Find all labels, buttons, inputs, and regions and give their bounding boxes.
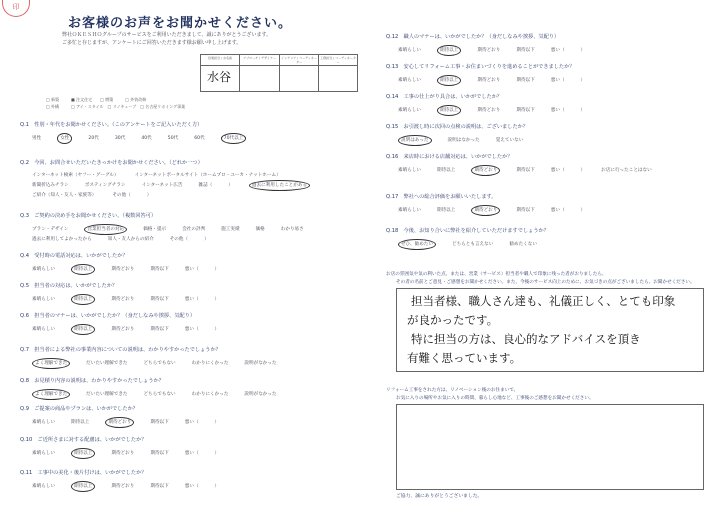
option-left-6-4[interactable]: 説明がなかった	[244, 361, 277, 366]
options-right-5	[398, 205, 698, 216]
option-right-3-0[interactable]: 説明はあった	[398, 135, 432, 146]
option-left-3-3[interactable]: 期待以下	[150, 267, 169, 272]
option-left-8-4[interactable]: 悪い（	[184, 420, 199, 425]
question-left-7: Q.8 お見積り内容の説明は、わかりやすかったでしょうか？	[20, 378, 164, 384]
option-right-5-5[interactable]: ）	[580, 208, 586, 213]
option-right-4-2[interactable]: 期待どおり	[471, 165, 500, 176]
option-right-6-2[interactable]: 勧めたくない	[509, 242, 537, 247]
options-left-8	[32, 417, 332, 428]
option-left-2-10[interactable]: ）	[204, 237, 209, 242]
options-left-4	[32, 294, 332, 305]
options-right-6	[398, 239, 698, 250]
option-left-9-2[interactable]: 期待どおり	[111, 451, 135, 456]
option-left-1-9[interactable]: その他（	[112, 193, 131, 198]
comment1-box	[396, 288, 704, 372]
option-left-8-2[interactable]: 期待どおり	[105, 417, 134, 428]
option-left-7-3[interactable]: わかりにくかった	[191, 392, 229, 397]
option-left-5-1[interactable]: 期待以上	[71, 324, 95, 335]
option-left-1-0[interactable]: インターネット検索（ヤフー・グーグル）	[32, 173, 119, 178]
staff-header-2: アプローチ / デザイナー	[243, 56, 276, 60]
option-left-1-1[interactable]: インターネットポータルサイト（ホームプロ・ユーカ・ナットホーム）	[134, 173, 281, 178]
option-left-4-5[interactable]: ）	[214, 297, 220, 302]
option-left-0-6[interactable]: 60代	[194, 136, 205, 141]
option-right-0-1[interactable]: 期待以上	[437, 45, 461, 56]
staff-name-handwritten: 水谷	[207, 70, 232, 84]
question-left-1: Q.2 今回、お問合せいただいたきっかけをお聞かせください。（どれか一つ）	[20, 160, 203, 166]
question-left-8: Q.9 ご提案の商品やプランは、いかがでしたか？	[20, 406, 138, 412]
option-right-6-1[interactable]: どちらとも言えない	[451, 242, 494, 247]
question-left-2: Q.3 ご契約の決め手をお聞かせください。（複数回答可）	[20, 213, 157, 219]
option-left-5-5[interactable]: ）	[214, 327, 220, 332]
options-right-2	[398, 105, 698, 116]
comment2-prompt: リフォーム工事をされた方は、リノベーション後のお住まいで、	[386, 388, 519, 393]
stamp	[2, 0, 30, 17]
option-left-2-1[interactable]: 営業担当者の対応	[84, 224, 127, 235]
option-right-1-0[interactable]: 素晴らしい	[398, 78, 421, 83]
comment1-prompt: お店の雰囲気や気の利いた点、または、営業（サービス）担当者や職人で印象に残った者がおりましたら、	[386, 272, 607, 277]
option-left-4-2[interactable]: 期待どおり	[111, 297, 135, 302]
option-right-0-5[interactable]: ）	[580, 48, 586, 53]
options-left-3	[32, 264, 332, 275]
comment1-prompt2: その者の名前とご意見・ご感想をお聞かせください。また、今後のサービス向上のために、お気づきの点がございましたら、お聞かせください。	[396, 280, 695, 285]
option-left-10-1[interactable]: 期待以上	[71, 481, 95, 492]
options-right-4	[398, 165, 698, 176]
question-left-10: Q.11 工事中の美化・後片付けは、いかがでしたか？	[20, 470, 147, 476]
option-left-2-0[interactable]: プラン・デザイン	[32, 227, 69, 232]
option-left-0-4[interactable]: 40代	[141, 136, 152, 141]
question-right-1: Q.13 安心してリフォーム工事・お住まいづくりを進めることができましたか？	[386, 64, 575, 70]
staff-header-4: 工務担当 / コーディネーター	[320, 56, 356, 64]
option-right-2-5[interactable]: ）	[580, 108, 586, 113]
option-left-8-3[interactable]: 期待以下	[150, 420, 169, 425]
option-right-2-4[interactable]: 悪い（	[550, 108, 565, 113]
option-left-6-0[interactable]: よく理解できた	[32, 358, 70, 369]
option-right-1-5[interactable]: ）	[580, 78, 586, 83]
question-left-6: Q.7 担当者による弊社の事業内容についての説明は、わかりやすかったでしょうか？	[20, 347, 221, 353]
option-left-9-3[interactable]: 期待以下	[150, 451, 169, 456]
option-left-9-4[interactable]: 悪い（	[184, 451, 199, 456]
question-left-5: Q.6 担当者のマナーは、いかがでしたか？（身だしなみや挨拶、気配り）	[20, 313, 196, 319]
option-right-5-3[interactable]: 期待以下	[516, 208, 535, 213]
option-left-2-7[interactable]: 過去に利用してよかったから	[32, 237, 92, 242]
question-left-4: Q.5 担当者の対応は、いかがでしたか？	[20, 283, 118, 289]
stamp-text: 印	[12, 3, 20, 11]
option-left-3-2[interactable]: 期待どおり	[111, 267, 135, 272]
option-left-0-0[interactable]: 男性	[32, 136, 42, 141]
staff-header-1: 営業担当 / お名前	[208, 56, 232, 60]
options-left-6	[32, 358, 332, 369]
option-left-4-4[interactable]: 悪い（	[184, 297, 199, 302]
question-right-4: Q.16 来店時における店舗対応は、いかがでしたか？	[386, 154, 513, 160]
staff-table	[200, 54, 358, 92]
option-left-2-6[interactable]: わかり易さ	[280, 227, 304, 232]
option-left-3-5[interactable]: ）	[214, 267, 220, 272]
option-left-5-0[interactable]: 素晴らしい	[32, 327, 55, 332]
page-title: お客様のお声をお聞かせください。	[68, 16, 293, 31]
question-right-3: Q.15 お引渡し時に次回の点検の説明は、ございましたか？	[386, 124, 529, 130]
option-left-10-5[interactable]: ）	[214, 484, 220, 489]
option-left-1-8[interactable]: ご紹介（知人・友人・家族等）	[32, 193, 97, 198]
options-right-1	[398, 75, 698, 86]
option-right-5-0[interactable]: 素晴らしい	[398, 208, 421, 213]
option-left-8-0[interactable]: 素晴らしい	[32, 420, 55, 425]
option-left-2-8[interactable]: 知人・友人からの紹介	[107, 237, 154, 242]
option-left-10-4[interactable]: 悪い（	[184, 484, 199, 489]
option-left-0-3[interactable]: 30代	[114, 136, 126, 141]
intro-line-1: 弊社ＯＫＥＳＨＯグループのサービスをご利用いただきまして、誠にありがとうございます。	[62, 32, 272, 38]
option-left-10-3[interactable]: 期待以下	[150, 484, 169, 489]
options-left-5	[32, 324, 332, 335]
option-left-10-2[interactable]: 期待どおり	[111, 484, 135, 489]
question-right-5: Q.17 弊社への総合評価をお願いいたします。	[386, 194, 497, 200]
option-left-0-1[interactable]: 女性	[57, 133, 72, 144]
comment2-prompt2: お気に入りの場所やお気に入りの時間、暮らし心地など、工事後のご感想をお聞かせください。	[396, 396, 594, 401]
option-left-4-1[interactable]: 期待以上	[71, 294, 95, 305]
question-right-6: Q.18 今後、お知り合いに弊社を紹介していただけますでしょうか？	[386, 228, 549, 234]
option-right-5-1[interactable]: 期待以上	[436, 208, 456, 213]
option-right-3-1[interactable]: 説明はなかった	[447, 138, 480, 143]
option-left-2-2[interactable]: 価格・提示	[143, 227, 167, 232]
option-right-5-4[interactable]: 悪い（	[550, 208, 565, 213]
option-left-1-6[interactable]: ）	[228, 183, 233, 188]
intro-line-2: ご多忙と存じますが、アンケートにご回答いただきます様お願い申し上げます。	[62, 40, 242, 46]
option-right-2-2[interactable]: 期待どおり	[477, 108, 501, 113]
comment1-line-2: が良かったです。	[407, 313, 499, 327]
option-right-4-6[interactable]: お店に行ったことはない	[601, 168, 652, 173]
question-left-0: Q.1 性別・年代をお聞かせください。（このアンケートをご記入いただく方）	[20, 122, 203, 128]
option-left-10-0[interactable]: 素晴らしい	[32, 484, 55, 489]
option-left-2-3[interactable]: 会社の評判	[182, 227, 206, 232]
option-right-1-3[interactable]: 期待以下	[516, 78, 535, 83]
option-left-6-2[interactable]: どちらでもない	[143, 361, 176, 366]
option-right-1-1[interactable]: 期待以上	[437, 75, 461, 86]
option-left-4-0[interactable]: 素晴らしい	[32, 297, 55, 302]
option-right-4-5[interactable]: ）	[580, 168, 586, 173]
option-left-1-2[interactable]: 新聞折込みチラシ	[32, 183, 69, 188]
option-left-7-4[interactable]: 説明がなかった	[244, 392, 277, 397]
comment1-line-3: 特に担当の方は、良心的なアドバイスを頂き	[411, 332, 641, 346]
option-left-0-5[interactable]: 50代	[167, 136, 179, 141]
option-left-3-0[interactable]: 素晴らしい	[32, 267, 55, 272]
option-left-9-1[interactable]: 期待以上	[71, 448, 95, 459]
options-left-9	[32, 448, 332, 459]
option-right-4-0[interactable]: 素晴らしい	[398, 168, 421, 173]
option-left-6-1[interactable]: だいたい理解できた	[86, 361, 128, 366]
option-left-5-4[interactable]: 悪い（	[184, 327, 199, 332]
category-checkboxes: □ 新築 ■ 注文住宅 □ 増築 □ 外装改修 □ 外構 □ アイ・スタイル □ リノキューブ □ 名古屋リホイング事業	[46, 97, 186, 109]
footer-thanks: ご協力、誠にありがとうございました。	[396, 494, 483, 499]
comment1-line-1: 担当者様、職人さん達も、礼儀正しく、とても印象	[411, 294, 676, 308]
option-right-1-2[interactable]: 期待どおり	[477, 78, 501, 83]
option-left-1-10[interactable]: ）	[146, 193, 152, 198]
option-left-8-5[interactable]: ）	[214, 420, 220, 425]
option-left-9-0[interactable]: 素晴らしい	[32, 451, 55, 456]
option-left-8-1[interactable]: 期待以上	[70, 420, 90, 425]
question-right-0: Q.12 職人のマナーは、いかがでしたか？（身だしなみや挨拶、気配り）	[386, 34, 560, 40]
option-left-7-1[interactable]: だいたい理解できた	[86, 392, 128, 397]
comment1-line-4: 有難く思っています。	[407, 351, 522, 365]
question-left-3: Q.4 受付時の電話対応は、いかがでしたか？	[20, 253, 128, 259]
option-left-1-7[interactable]: 過去に利用したことがある	[249, 180, 310, 191]
option-left-5-3[interactable]: 期待以下	[150, 327, 169, 332]
options-left-0	[32, 133, 332, 144]
comment2-box	[396, 404, 704, 490]
staff-header-3: インテリア / コーディネーター	[281, 56, 317, 64]
option-left-3-1[interactable]: 期待以上	[71, 264, 95, 275]
options-right-0	[398, 45, 698, 56]
option-left-0-7[interactable]: 70代以上	[221, 133, 247, 144]
option-right-4-4[interactable]: 悪い（	[550, 168, 565, 173]
options-left-7	[32, 389, 332, 400]
options-left-1	[32, 171, 332, 200]
option-right-0-2[interactable]: 期待どおり	[477, 48, 501, 53]
option-right-6-0[interactable]: ぜひ、勧めたい	[398, 239, 436, 250]
option-right-0-0[interactable]: 素晴らしい	[398, 48, 421, 53]
options-left-10	[32, 481, 332, 492]
option-right-0-3[interactable]: 期待以下	[516, 48, 535, 53]
option-right-4-3[interactable]: 期待以下	[516, 168, 535, 173]
option-left-4-3[interactable]: 期待以下	[150, 297, 169, 302]
option-right-5-2[interactable]: 期待どおり	[471, 205, 500, 216]
option-left-6-3[interactable]: わかりにくかった	[191, 361, 229, 366]
option-left-1-5[interactable]: 雑誌（	[198, 183, 213, 188]
option-left-2-9[interactable]: その他（	[169, 237, 189, 242]
option-left-2-5[interactable]: 価格	[255, 227, 265, 232]
option-left-0-2[interactable]: 20代	[88, 136, 99, 141]
option-left-3-4[interactable]: 悪い（	[184, 267, 199, 272]
option-right-3-2[interactable]: 覚えていない	[495, 138, 524, 143]
question-right-2: Q.14 工事の仕上がり具合は、いかがでしたか？	[386, 94, 503, 100]
option-left-9-5[interactable]: ）	[214, 451, 220, 456]
option-right-1-4[interactable]: 悪い（	[550, 78, 565, 83]
option-left-1-3[interactable]: ポスティングチラシ	[84, 183, 126, 188]
option-left-5-2[interactable]: 期待どおり	[111, 327, 135, 332]
option-right-4-1[interactable]: 期待以上	[436, 168, 456, 173]
option-right-0-4[interactable]: 悪い（	[550, 48, 565, 53]
option-left-1-4[interactable]: インターネット広告	[141, 183, 183, 188]
question-left-9: Q.10 ご近所さまに対する配慮は、いかがでしたか？	[20, 437, 147, 443]
option-right-2-1[interactable]: 期待以上	[437, 105, 461, 116]
option-left-7-2[interactable]: どちらでもない	[143, 392, 176, 397]
option-right-2-0[interactable]: 素晴らしい	[398, 108, 421, 113]
option-left-2-4[interactable]: 施工実績	[221, 227, 240, 232]
option-left-7-0[interactable]: よく理解できた	[32, 389, 70, 400]
options-left-2	[32, 224, 332, 244]
option-right-2-3[interactable]: 期待以下	[516, 108, 535, 113]
options-right-3	[398, 135, 698, 146]
